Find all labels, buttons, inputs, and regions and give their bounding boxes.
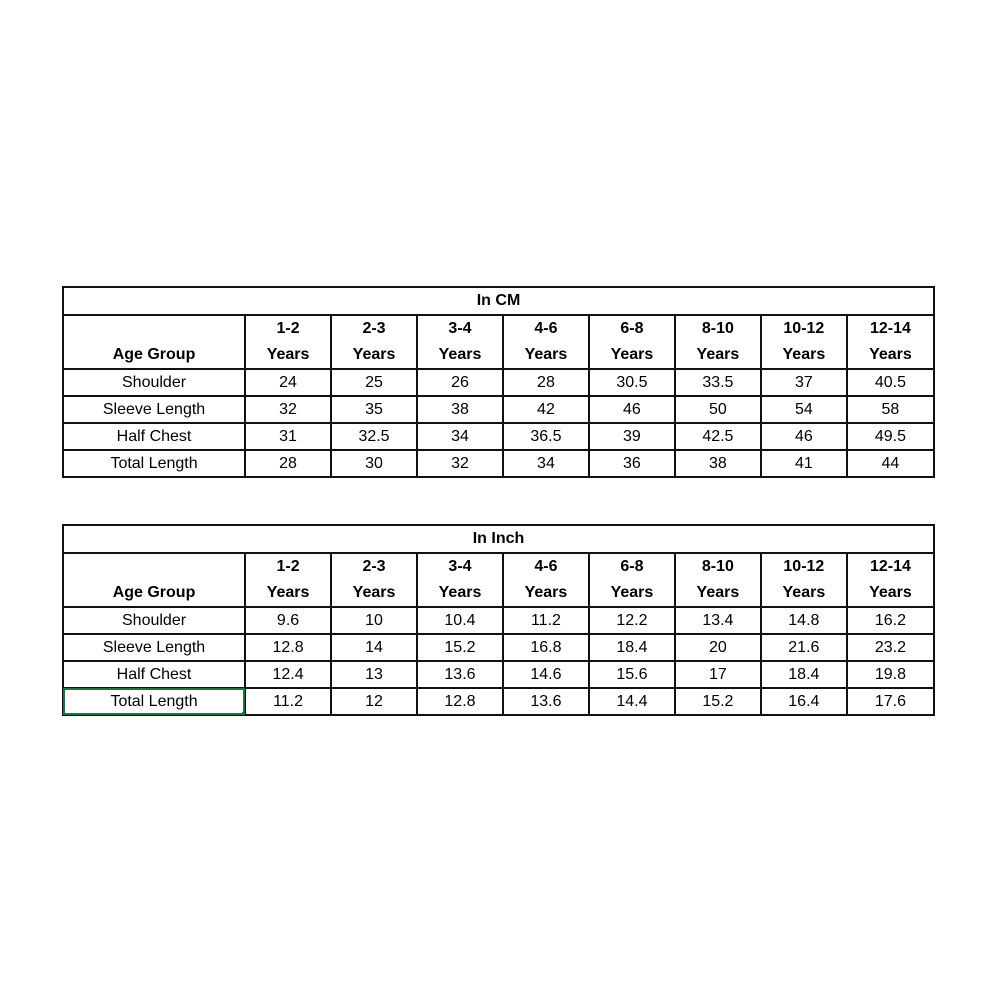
- table-title[interactable]: In Inch: [63, 525, 934, 553]
- column-header-range: 3-4: [448, 558, 472, 575]
- column-header[interactable]: [847, 553, 934, 607]
- column-header-unit: Years: [782, 346, 826, 363]
- column-header[interactable]: [245, 315, 331, 369]
- table-row: [63, 450, 934, 477]
- column-header-unit: Years: [438, 584, 482, 601]
- column-header-range: 10-12: [783, 320, 825, 337]
- table-cell[interactable]: 32: [417, 450, 503, 477]
- row-header-label[interactable]: Age Group: [63, 315, 245, 369]
- row-label[interactable]: Half Chest: [63, 661, 245, 688]
- table-cell[interactable]: 15.6: [589, 661, 675, 688]
- column-header-unit: Years: [266, 346, 310, 363]
- table-cell[interactable]: 49.5: [847, 423, 934, 450]
- column-header-unit: Years: [524, 346, 568, 363]
- table-cell[interactable]: 18.4: [761, 661, 847, 688]
- table-cell[interactable]: 30: [331, 450, 417, 477]
- column-header[interactable]: [417, 315, 503, 369]
- table-cell[interactable]: 30.5: [589, 369, 675, 396]
- table-cell[interactable]: 32: [245, 396, 331, 423]
- table-cell[interactable]: 50: [675, 396, 761, 423]
- table-cell[interactable]: 58: [847, 396, 934, 423]
- table-cell[interactable]: 24: [245, 369, 331, 396]
- table-row: [63, 661, 934, 688]
- column-header-range: 3-4: [448, 320, 472, 337]
- table-cell[interactable]: 13.6: [417, 661, 503, 688]
- column-header[interactable]: [675, 553, 761, 607]
- table-cell[interactable]: 12.4: [245, 661, 331, 688]
- row-header-label[interactable]: Age Group: [63, 553, 245, 607]
- table-cell[interactable]: 20: [675, 634, 761, 661]
- column-header-unit: Years: [610, 584, 654, 601]
- table-cell[interactable]: 11.2: [503, 607, 589, 634]
- table-cell[interactable]: 15.2: [675, 688, 761, 715]
- column-header[interactable]: [589, 315, 675, 369]
- table-cell[interactable]: 12.2: [589, 607, 675, 634]
- table-cell[interactable]: 25: [331, 369, 417, 396]
- table-cell[interactable]: 15.2: [417, 634, 503, 661]
- table-cell[interactable]: 17: [675, 661, 761, 688]
- table-cell[interactable]: 21.6: [761, 634, 847, 661]
- column-header-range: 12-14: [869, 320, 911, 337]
- table-cell[interactable]: 11.2: [245, 688, 331, 715]
- column-header[interactable]: [331, 315, 417, 369]
- column-header-range: 12-14: [869, 558, 911, 575]
- column-header-range: 8-10: [701, 320, 734, 337]
- table-cell[interactable]: 19.8: [847, 661, 934, 688]
- table-cell[interactable]: 16.2: [847, 607, 934, 634]
- table-cell[interactable]: 34: [417, 423, 503, 450]
- column-header[interactable]: [761, 315, 847, 369]
- table-cell[interactable]: 10: [331, 607, 417, 634]
- table-row: [63, 396, 934, 423]
- table-cell[interactable]: 37: [761, 369, 847, 396]
- table-cell[interactable]: 28: [503, 369, 589, 396]
- column-header[interactable]: [589, 553, 675, 607]
- column-header-range: 1-2: [276, 320, 300, 337]
- column-header-range: 1-2: [276, 558, 300, 575]
- table-cell[interactable]: 34: [503, 450, 589, 477]
- table-cell[interactable]: 40.5: [847, 369, 934, 396]
- table-row: [63, 607, 934, 634]
- table-cell[interactable]: 28: [245, 450, 331, 477]
- table-cell[interactable]: 42: [503, 396, 589, 423]
- table-cell[interactable]: 36: [589, 450, 675, 477]
- table-cell[interactable]: 44: [847, 450, 934, 477]
- column-header[interactable]: [245, 553, 331, 607]
- table-cell[interactable]: 18.4: [589, 634, 675, 661]
- table-cell[interactable]: 12.8: [245, 634, 331, 661]
- table-cell[interactable]: 33.5: [675, 369, 761, 396]
- table-cell[interactable]: 31: [245, 423, 331, 450]
- table-cell[interactable]: 14: [331, 634, 417, 661]
- table-cell[interactable]: 23.2: [847, 634, 934, 661]
- column-header-range: 4-6: [534, 558, 558, 575]
- table-cell[interactable]: 10.4: [417, 607, 503, 634]
- table-cell[interactable]: 16.8: [503, 634, 589, 661]
- table-row: [63, 369, 934, 396]
- column-header-unit: Years: [782, 584, 826, 601]
- column-header-unit: Years: [610, 346, 654, 363]
- table-cell[interactable]: 38: [675, 450, 761, 477]
- column-header[interactable]: [761, 553, 847, 607]
- table-cell[interactable]: 54: [761, 396, 847, 423]
- table-cell[interactable]: 41: [761, 450, 847, 477]
- column-header-unit: Years: [696, 346, 740, 363]
- column-header[interactable]: [503, 315, 589, 369]
- column-header-unit: Years: [869, 584, 912, 601]
- column-header[interactable]: [675, 315, 761, 369]
- table-row: [63, 688, 934, 715]
- column-header[interactable]: [417, 553, 503, 607]
- table-cell[interactable]: 32.5: [331, 423, 417, 450]
- table-cell[interactable]: 12.8: [417, 688, 503, 715]
- table-cell[interactable]: 9.6: [245, 607, 331, 634]
- column-header[interactable]: [331, 553, 417, 607]
- column-header-unit: Years: [266, 584, 310, 601]
- table-cell[interactable]: 39: [589, 423, 675, 450]
- column-header-range: 4-6: [534, 320, 558, 337]
- table-cell[interactable]: 13.6: [503, 688, 589, 715]
- column-header-range: 6-8: [620, 558, 644, 575]
- table-cell[interactable]: 17.6: [847, 688, 934, 715]
- column-header-range: 8-10: [701, 558, 734, 575]
- size-table-cm: [62, 286, 935, 478]
- table-cell[interactable]: 46: [589, 396, 675, 423]
- row-label[interactable]: Shoulder: [63, 369, 245, 396]
- table-cell[interactable]: 14.6: [503, 661, 589, 688]
- column-header-unit: Years: [438, 346, 482, 363]
- table-title[interactable]: In CM: [63, 287, 934, 315]
- table-cell[interactable]: 26: [417, 369, 503, 396]
- column-header-unit: Years: [524, 584, 568, 601]
- table-cell[interactable]: 36.5: [503, 423, 589, 450]
- table-cell[interactable]: 13: [331, 661, 417, 688]
- table-cell[interactable]: 38: [417, 396, 503, 423]
- table-row: [63, 634, 934, 661]
- row-label-selected-cell[interactable]: Total Length: [63, 688, 245, 715]
- column-header-unit: Years: [352, 584, 396, 601]
- row-label[interactable]: Sleeve Length: [63, 396, 245, 423]
- table-cell[interactable]: 12: [331, 688, 417, 715]
- column-header[interactable]: [503, 553, 589, 607]
- row-label[interactable]: Half Chest: [63, 423, 245, 450]
- table-cell[interactable]: 14.4: [589, 688, 675, 715]
- table-cell[interactable]: 46: [761, 423, 847, 450]
- row-label[interactable]: Shoulder: [63, 607, 245, 634]
- table-cell[interactable]: 42.5: [675, 423, 761, 450]
- column-header-unit: Years: [352, 346, 396, 363]
- size-table-inch: [62, 524, 935, 716]
- table-cell[interactable]: 13.4: [675, 607, 761, 634]
- column-header-range: 10-12: [783, 558, 825, 575]
- table-cell[interactable]: 14.8: [761, 607, 847, 634]
- table-cell[interactable]: 35: [331, 396, 417, 423]
- table-cell[interactable]: 16.4: [761, 688, 847, 715]
- column-header-unit: Years: [696, 584, 740, 601]
- column-header-unit: Years: [869, 346, 912, 363]
- row-label[interactable]: Total Length: [63, 450, 245, 477]
- column-header[interactable]: [847, 315, 934, 369]
- table-row: [63, 423, 934, 450]
- row-label[interactable]: Sleeve Length: [63, 634, 245, 661]
- column-header-range: 2-3: [362, 320, 386, 337]
- column-header-range: 6-8: [620, 320, 644, 337]
- column-header-range: 2-3: [362, 558, 386, 575]
